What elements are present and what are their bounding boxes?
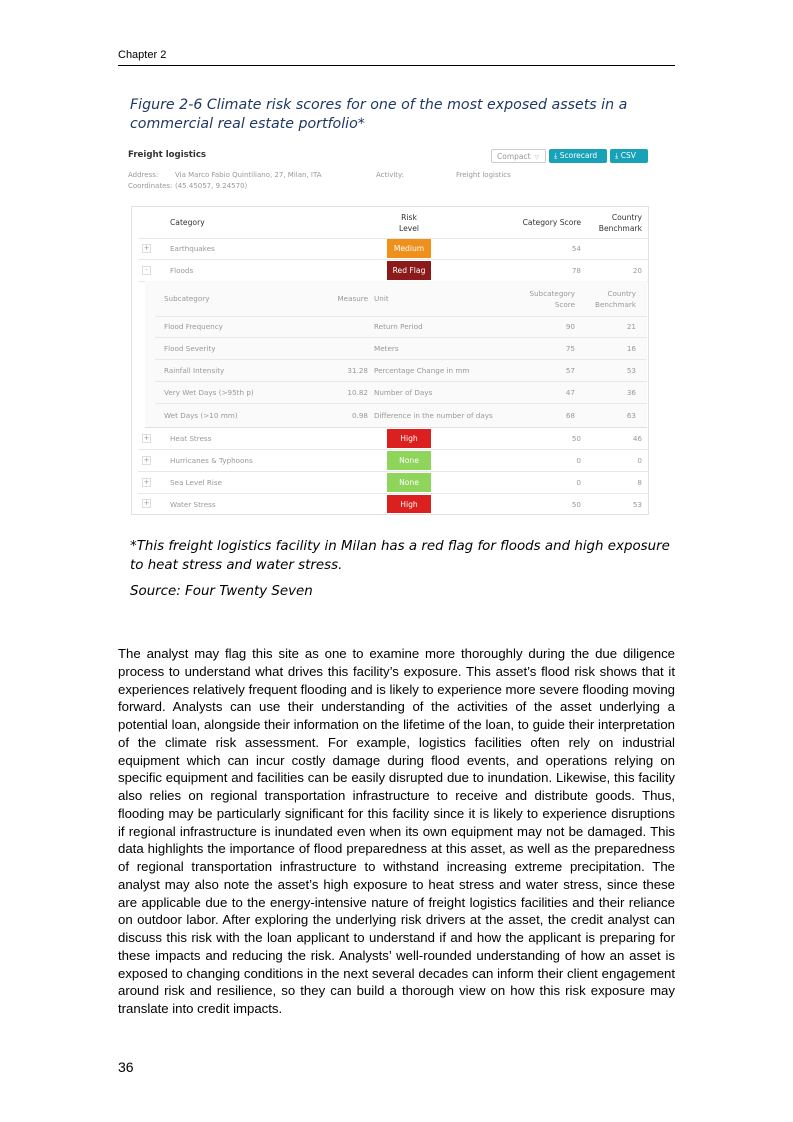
risk-level-badge: High [387,495,431,513]
unit-value: Return Period [374,322,423,331]
sub-country-benchmark: 21 [626,322,636,331]
risk-level-badge: None [387,451,431,470]
subcategory-name: Wet Days (>10 mm) [164,410,238,420]
subcategory-score-header [505,281,575,316]
expand-toggle[interactable]: + [143,499,150,507]
subcategory-name: Very Wet Days (>95th p) [164,388,254,397]
unit-header: Unit [374,294,389,303]
subcategory-score: 57 [565,366,575,375]
table-row [155,382,647,404]
category-name: Water Stress [170,499,216,509]
unit-value: Difference in the number of days [374,410,493,420]
table-header [138,207,648,239]
address-value: Via Marco Fabio Quintiliano, 27, Milan, ITA [175,171,322,179]
table-row [155,404,647,426]
floods-subcategory-panel [145,281,647,428]
asset-title: Freight logistics [128,150,207,160]
table-row[interactable] [138,428,648,450]
category-score: 78 [571,266,581,275]
subcategory-score-header-line2: Score [554,299,575,309]
risk-scorecard-screenshot [128,146,650,516]
table-row [155,338,647,360]
unit-value: Percentage Change in mm [374,366,470,375]
csv-label: CSV [620,151,636,160]
page-number: 36 [118,1059,134,1075]
country-benchmark: 8 [637,478,642,487]
category-score: 54 [571,244,581,253]
subcategory-name: Flood Frequency [164,322,223,331]
table-row[interactable] [138,238,648,260]
sub-country-benchmark: 36 [626,388,636,397]
category-name: Sea Level Rise [170,478,223,487]
subcategory-name: Flood Severity [164,344,216,353]
risk-level-badge: Medium [387,239,431,258]
country-benchmark: 20 [632,266,642,275]
unit-value: Number of Days [374,388,433,397]
table-row[interactable] [138,494,648,514]
country-benchmark: 53 [632,499,642,509]
table-row[interactable] [138,472,648,494]
chapter-label: Chapter 2 [118,49,167,61]
expand-toggle[interactable]: + [143,477,150,486]
csv-download-button[interactable] [610,149,648,163]
compact-dropdown[interactable] [491,149,546,163]
category-score: 0 [576,456,581,465]
expand-toggle[interactable]: + [143,433,150,442]
category-name: Hurricanes & Typhoons [170,456,253,465]
activity-value: Freight logistics [456,171,511,179]
country-benchmark-header-line1: Country [611,212,642,222]
sub-country-benchmark: 16 [626,344,636,353]
sub-country-benchmark: 53 [626,366,636,375]
category-name: Earthquakes [170,244,215,253]
category-score: 50 [571,434,581,443]
collapse-toggle[interactable]: - [142,266,151,275]
subcategory-score: 68 [565,410,575,420]
subcategory-score-header-line1: Subcategory [529,288,575,298]
coordinates-value: (45.45057, 9.24570) [175,182,248,190]
subcategory-score: 75 [565,344,575,353]
expand-toggle[interactable]: + [143,455,150,464]
body-paragraph: The analyst may flag this site as one to examine more thoroughly during the due diligence process to understand what drives this facility’s exposure. This asset’s flood risk shows that it experiences relatively frequent flooding and is likely to experience more severe flooding moving forward. Analysts can use their understanding of the activities of the asset underlying a potential loan, alongside their information on the lifetime of the loan, to guide their interpretation of the climate risk assessment. For example, logistics facilities often rely on industrial equipment which can incur costly damage during flood events, and operations relying on specific equipment and facilities can be easily disrupted due to inundation. Likewise, this facility also relies on regional transportation infrastructure to receive and distribute goods. Thus, flooding may be particularly significant for this facility since it is likely to experience disruptions if regional infrastructure is inundated even when its own equipment may not be damaged. This data highlights the importance of flood preparedness at this asset, as well as the preparedness of regional transportation infrastructure to withstand increasing extreme precipitation. The analyst may also note the asset’s high exposure to heat stress and water stress, since these are applicable due to the energy-intensive nature of freight logistics facilities and their reliance on outdoor labor. After exploring the underlying risk drivers at the asset, the credit analyst can discuss this risk with the loan applicant to understand if and how the applicant is preparing for these impacts and reducing the risk. Analysts’ well-rounded understanding of how an asset is exposed to changing conditions in the next several decades can inform their client engagement around risk and resilience, so they can build a thorough view on how this risk exposure may translate into credit impacts. [118,646,675,1016]
subcategory-header-name: Subcategory [164,294,210,303]
risk-level-badge: High [387,429,431,448]
risk-level-header-line1: Risk [401,212,417,222]
risk-table [131,206,649,515]
scorecard-label: Scorecard [559,151,598,160]
sub-country-benchmark-header-line2: Benchmark [595,299,636,309]
country-benchmark [592,238,642,259]
country-benchmark-header [592,207,642,238]
risk-level-badge: None [387,473,431,492]
category-name: Floods [170,266,194,275]
sub-country-benchmark: 63 [626,410,636,420]
chevron-down-icon: ▽ [534,154,540,161]
table-row [155,360,647,382]
download-icon: ⤓ [554,151,558,160]
country-benchmark-header-line2: Benchmark [598,223,642,233]
figure-source: Source: Four Twenty Seven [130,584,313,599]
table-row [155,316,647,338]
category-score: 0 [576,478,581,487]
measure-header: Measure [337,294,368,303]
category-name: Heat Stress [170,434,212,443]
risk-level-badge: Red Flag [387,261,431,280]
coordinates-label: Coordinates: [128,182,173,190]
category-header: Category [170,218,205,227]
expand-toggle[interactable]: + [143,243,150,252]
country-benchmark: 46 [632,434,642,443]
category-score-header: Category Score [522,218,581,227]
scorecard-download-button[interactable] [549,149,607,163]
risk-level-header [387,207,431,238]
sub-country-benchmark-header-line1: Country [607,288,636,298]
measure-value [311,338,368,359]
country-benchmark: 0 [637,456,642,465]
sub-country-benchmark-header [585,281,636,316]
table-row[interactable] [138,260,648,282]
page-header [118,48,675,66]
measure-value: 0.98 [351,410,368,420]
figure-caption: Figure 2-6 Climate risk scores for one of the most exposed assets in a commercial real estate portfolio* [130,97,628,132]
measure-value [311,316,368,337]
address-label: Address: [128,171,159,179]
category-score: 50 [571,499,581,509]
figure-note: *This freight logistics facility in Milan has a red flag for floods and high exposure to heat stress and water stress. [130,539,670,573]
compact-label: Compact [497,152,531,161]
subcategory-score: 90 [565,322,575,331]
subcategory-name: Rainfall Intensity [164,366,225,375]
activity-label: Activity: [376,171,405,179]
unit-value: Meters [374,344,399,353]
measure-value: 10.82 [347,388,368,397]
subcategory-header [155,281,647,317]
download-icon: ⤓ [615,151,619,160]
risk-level-header-line2: Level [398,223,420,233]
subcategory-score: 47 [565,388,575,397]
measure-value: 31.28 [347,366,368,375]
table-row[interactable] [138,450,648,472]
